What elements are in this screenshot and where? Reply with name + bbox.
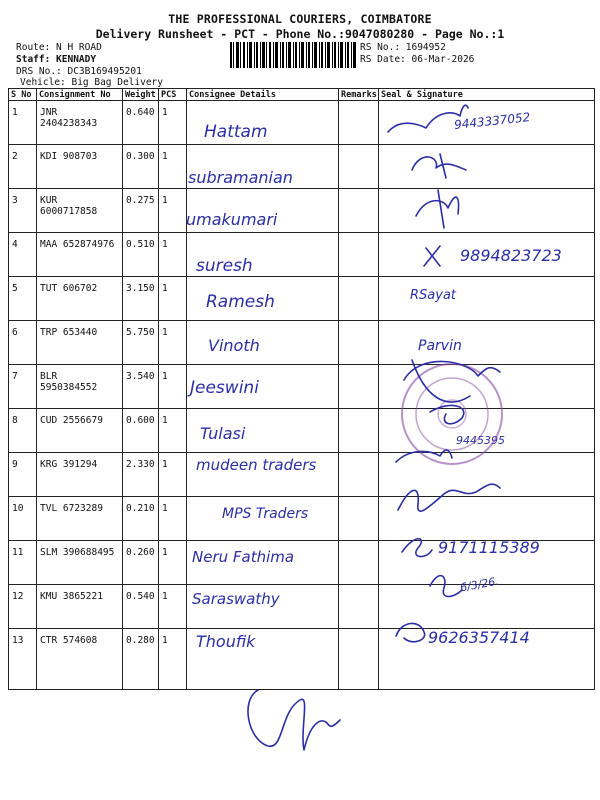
column-header-remarks: Remarks [339, 89, 379, 101]
cell-pcs: 1 [159, 409, 187, 453]
cell-consignment: MAA 652874976 [37, 233, 123, 277]
cell-pcs: 1 [159, 585, 187, 629]
cell-consignment: JNR 2404238343 [37, 101, 123, 145]
column-header-sno: S No [9, 89, 37, 101]
cell-remarks [339, 585, 379, 629]
handwritten-consignee: Vinoth [208, 336, 260, 355]
cell-pcs: 1 [159, 321, 187, 365]
table-row [9, 409, 595, 453]
staff-label: Staff: KENNADY [16, 54, 97, 65]
cell-consignment: TRP 653440 [37, 321, 123, 365]
handwritten-consignee: Hattam [204, 122, 268, 142]
handwritten-consignee: Ramesh [206, 292, 275, 312]
cell-consignment: KMU 3865221 [37, 585, 123, 629]
column-header-consignment: Consignment No [37, 89, 123, 101]
handwritten-signature-text: Parvin [418, 338, 462, 354]
vehicle-label: Vehicle: Big Bag Delivery [20, 77, 163, 88]
cell-weight: 3.150 [123, 277, 159, 321]
cell-remarks [339, 233, 379, 277]
runsheet-table [8, 88, 595, 690]
cell-signature [379, 189, 595, 233]
cell-sno: 5 [9, 277, 37, 321]
handwritten-signature-text: RSayat [410, 288, 457, 303]
cell-sno: 12 [9, 585, 37, 629]
cell-pcs: 1 [159, 365, 187, 409]
rs-number: RS No.: 1694952 [360, 42, 446, 53]
handwritten-consignee: Tulasi [200, 424, 246, 443]
table-row [9, 145, 595, 189]
cell-sno: 8 [9, 409, 37, 453]
cell-consignment: CUD 2556679 [37, 409, 123, 453]
table-row [9, 585, 595, 629]
cell-consignment: BLR 5950384552 [37, 365, 123, 409]
cell-remarks [339, 365, 379, 409]
cell-sno: 13 [9, 629, 37, 690]
column-header-consignee: Consignee Details [187, 89, 339, 101]
drs-number: DRS No.: DC3B169495201 [16, 66, 142, 77]
handwritten-consignee: mudeen traders [196, 456, 317, 474]
table-row [9, 277, 595, 321]
route-label: Route: N H ROAD [16, 42, 102, 53]
cell-pcs: 1 [159, 145, 187, 189]
cell-sno: 6 [9, 321, 37, 365]
cell-consignment: TVL 6723289 [37, 497, 123, 541]
cell-weight: 0.275 [123, 189, 159, 233]
cell-remarks [339, 409, 379, 453]
cell-weight: 2.330 [123, 453, 159, 497]
cell-consignment: KRG 391294 [37, 453, 123, 497]
cell-weight: 0.300 [123, 145, 159, 189]
table-row [9, 321, 595, 365]
cell-weight: 0.210 [123, 497, 159, 541]
cell-weight: 0.280 [123, 629, 159, 690]
cell-pcs: 1 [159, 453, 187, 497]
cell-weight: 5.750 [123, 321, 159, 365]
cell-signature [379, 145, 595, 189]
handwritten-consignee: suresh [196, 256, 253, 276]
barcode-icon [230, 42, 356, 68]
cell-remarks [339, 497, 379, 541]
cell-consignment: CTR 574608 [37, 629, 123, 690]
handwritten-consignee: Jeeswini [190, 378, 259, 398]
runsheet-subtitle: Delivery Runsheet - PCT - Phone No.:9047080280 - Page No.:1 [95, 27, 505, 41]
cell-remarks [339, 453, 379, 497]
company-seal-icon [398, 360, 506, 468]
cell-sno: 7 [9, 365, 37, 409]
handwritten-consignee: umakumari [186, 210, 278, 229]
cell-sno: 1 [9, 101, 37, 145]
cell-sno: 10 [9, 497, 37, 541]
column-header-signature: Seal & Signature [379, 89, 595, 101]
handwritten-date: 6/3/26. [459, 574, 500, 595]
handwritten-consignee: subramanian [188, 168, 293, 187]
cell-signature [379, 585, 595, 629]
cell-pcs: 1 [159, 189, 187, 233]
handwritten-consignee: Saraswathy [192, 590, 280, 608]
cell-weight: 0.510 [123, 233, 159, 277]
handwritten-phone: 9443337052 [453, 110, 531, 132]
handwritten-consignee: Neru Fathima [192, 548, 295, 566]
column-header-weight: Weight [123, 89, 159, 101]
cell-weight: 0.540 [123, 585, 159, 629]
column-header-pcs: PCS [159, 89, 187, 101]
cell-pcs: 1 [159, 233, 187, 277]
cell-remarks [339, 541, 379, 585]
cell-pcs: 1 [159, 277, 187, 321]
cell-sno: 9 [9, 453, 37, 497]
cell-remarks [339, 277, 379, 321]
handwritten-phone: 9445395 [456, 434, 505, 447]
handwritten-phone: 9171115389 [438, 538, 540, 557]
cell-consignment: KUR 6000717858 [37, 189, 123, 233]
handwritten-phone: 9894823723 [460, 246, 562, 265]
cell-remarks [339, 189, 379, 233]
cell-sno: 4 [9, 233, 37, 277]
cell-weight: 3.540 [123, 365, 159, 409]
handwritten-consignee: Thoufik [196, 632, 256, 651]
staff-signature-icon [248, 690, 340, 750]
cell-remarks [339, 321, 379, 365]
table-row [9, 365, 595, 409]
cell-remarks [339, 145, 379, 189]
cell-weight: 0.600 [123, 409, 159, 453]
cell-signature [379, 321, 595, 365]
cell-sno: 2 [9, 145, 37, 189]
rs-date: RS Date: 06-Mar-2026 [360, 54, 475, 65]
cell-consignment: SLM 390688495 [37, 541, 123, 585]
cell-pcs: 1 [159, 629, 187, 690]
cell-pcs: 1 [159, 541, 187, 585]
cell-remarks [339, 629, 379, 690]
cell-sno: 3 [9, 189, 37, 233]
cell-signature [379, 497, 595, 541]
handwritten-consignee: MPS Traders [222, 506, 309, 522]
handwritten-phone: 9626357414 [428, 628, 530, 647]
cell-consignment: TUT 606702 [37, 277, 123, 321]
cell-consignment: KDI 908703 [37, 145, 123, 189]
cell-pcs: 1 [159, 101, 187, 145]
table-row [9, 189, 595, 233]
cell-remarks [339, 101, 379, 145]
cell-weight: 0.260 [123, 541, 159, 585]
cell-sno: 11 [9, 541, 37, 585]
cell-pcs: 1 [159, 497, 187, 541]
company-title: THE PROFESSIONAL COURIERS, COIMBATORE [168, 12, 432, 26]
table-header-row [9, 89, 595, 101]
cell-weight: 0.640 [123, 101, 159, 145]
